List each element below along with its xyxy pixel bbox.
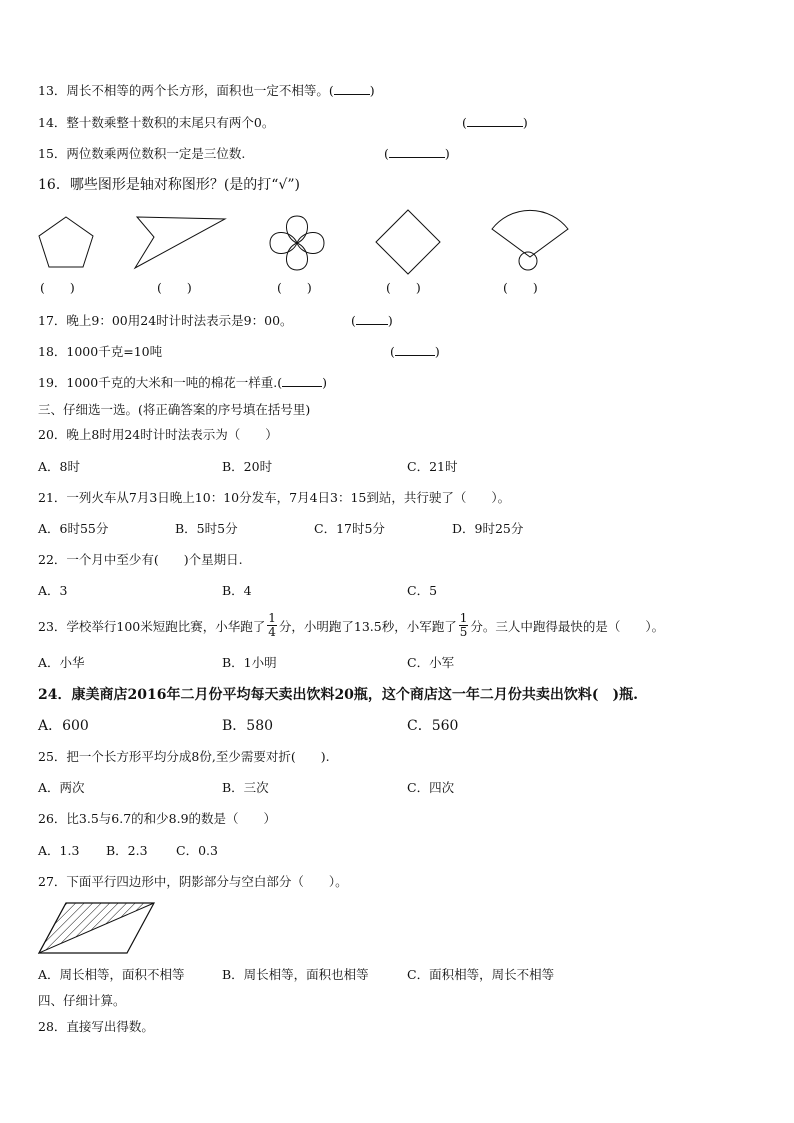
option-a[interactable]: A．周长相等，面积不相等: [38, 967, 185, 982]
section-3-heading: 三、仔细选一选。(将正确答案的序号填在括号里): [38, 402, 311, 417]
answer-blank[interactable]: [395, 344, 435, 356]
question-18-answer: ( ): [390, 344, 440, 359]
option-c[interactable]: C．560: [407, 718, 459, 734]
question-15: 15．两位数乘两位数积一定是三位数.: [38, 146, 246, 161]
question-20: 20．晚上8时用24时计时法表示为（ ）: [38, 427, 278, 442]
shape-answer-5[interactable]: ( ): [503, 280, 538, 295]
shape-answer-1[interactable]: ( ): [40, 280, 75, 295]
question-27: 27．下面平行四边形中，阴影部分与空白部分（ ）。: [38, 874, 348, 889]
option-b[interactable]: B．三次: [222, 780, 269, 795]
fraction-one-quarter: $\frac{1}{4}$: [268, 611, 276, 639]
pentagon-icon: [36, 214, 96, 270]
answer-blank[interactable]: [356, 313, 388, 325]
option-c[interactable]: C．5: [407, 583, 438, 598]
diamond-icon: [374, 208, 442, 276]
option-b[interactable]: B．5时5分: [175, 521, 238, 536]
answer-blank[interactable]: [389, 146, 445, 158]
shape-answer-4[interactable]: ( ): [386, 280, 421, 295]
question-25: 25．把一个长方形平均分成8份,至少需要对折( ).: [38, 749, 330, 764]
answer-blank[interactable]: [334, 83, 370, 95]
option-b[interactable]: B．2.3: [106, 843, 148, 858]
fan-icon: [488, 207, 572, 271]
option-b[interactable]: B．4: [222, 583, 252, 598]
section-4-heading: 四、仔细计算。: [38, 993, 126, 1008]
answer-blank[interactable]: [467, 115, 523, 127]
option-b[interactable]: B．周长相等，面积也相等: [222, 967, 369, 982]
question-21: 21．一列火车从7月3日晚上10：10分发车，7月4日3：15到站，共行驶了（ ）。: [38, 490, 511, 505]
option-b[interactable]: B．580: [222, 718, 274, 734]
option-c[interactable]: C．面积相等，周长不相等: [407, 967, 555, 982]
question-17-answer: ( ): [351, 313, 393, 328]
question-16: 16．哪些图形是轴对称图形？(是的打“√”): [38, 177, 300, 193]
four-leaf-icon: [266, 212, 328, 274]
option-d[interactable]: D．9时25分: [452, 521, 524, 536]
option-b[interactable]: B．1小明: [222, 655, 277, 670]
option-c[interactable]: C．0.3: [176, 843, 218, 858]
option-a[interactable]: A．3: [38, 583, 68, 598]
question-19: 19．1000千克的大米和一吨的棉花一样重.( ): [38, 375, 327, 390]
option-a[interactable]: A．8时: [38, 459, 80, 474]
option-a[interactable]: A．600: [38, 718, 89, 734]
parallelogram-icon: [36, 900, 158, 956]
question-23: 23．学校举行100米短跑比赛，小华跑了 $\frac{1}{4}$ 分，小明跑了13.5秒，小军跑了 $\frac{1}{5}$ 分。三人中跑得最快的是（ ）。: [38, 611, 665, 639]
fraction-one-fifth: $\frac{1}{5}$: [459, 611, 468, 639]
question-14-answer: ( ): [462, 115, 528, 130]
question-18: 18．1000千克=10吨: [38, 344, 163, 359]
shape-answer-2[interactable]: ( ): [157, 280, 192, 295]
option-c[interactable]: C．17时5分: [314, 521, 385, 536]
triangle-flag-icon: [132, 215, 228, 271]
question-15-answer: ( ): [384, 146, 450, 161]
question-22: 22．一个月中至少有( )个星期日.: [38, 552, 243, 567]
question-26: 26．比3.5与6.7的和少8.9的数是（ ）: [38, 811, 277, 826]
option-a[interactable]: A．两次: [38, 780, 85, 795]
answer-blank[interactable]: [282, 375, 322, 387]
option-a[interactable]: A．1.3: [38, 843, 80, 858]
option-c[interactable]: C．21时: [407, 459, 458, 474]
question-17: 17．晚上9：00用24时计时法表示是9：00。: [38, 313, 293, 328]
question-14: 14．整十数乘整十数积的末尾只有两个0。: [38, 115, 275, 130]
option-b[interactable]: B．20时: [222, 459, 273, 474]
option-a[interactable]: A．6时55分: [38, 521, 109, 536]
option-a[interactable]: A．小华: [38, 655, 85, 670]
question-28: 28．直接写出得数。: [38, 1019, 154, 1034]
question-13: 13．周长不相等的两个长方形，面积也一定不相等。( ): [38, 83, 375, 98]
option-c[interactable]: C．四次: [407, 780, 455, 795]
shape-answer-3[interactable]: ( ): [277, 280, 312, 295]
question-24: 24．康美商店2016年二月份平均每天卖出饮料20瓶，这个商店这一年二月份共卖出饮料( )瓶.: [38, 687, 639, 703]
option-c[interactable]: C．小军: [407, 655, 455, 670]
